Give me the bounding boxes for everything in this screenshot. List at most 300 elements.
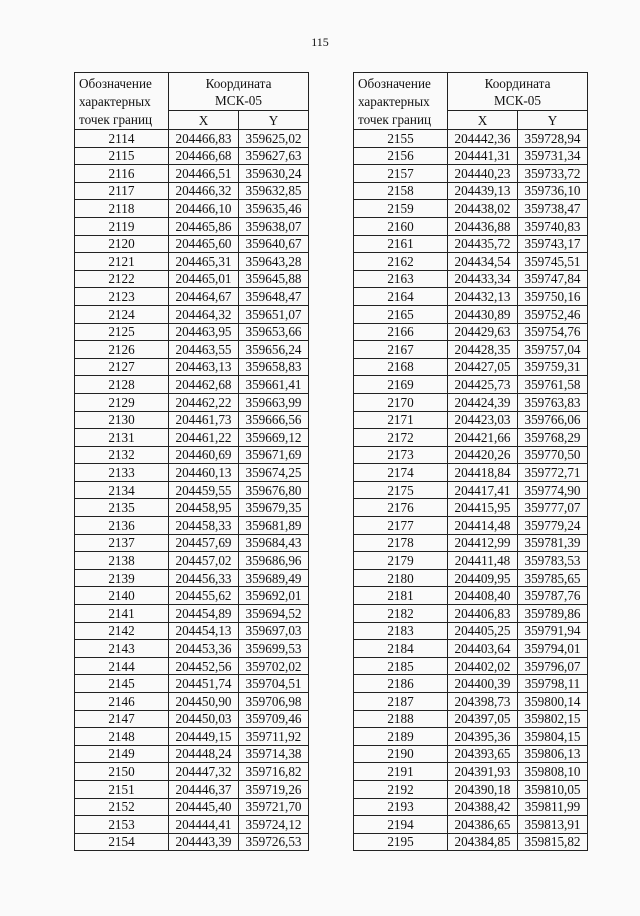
x-coordinate-cell: 204447,32 [169,763,239,781]
point-number-cell: 2161 [354,235,448,253]
table-row [354,816,588,834]
y-coordinate-cell: 359731,34 [518,147,588,165]
point-number-cell: 2172 [354,429,448,447]
y-column-header: Y [518,111,588,130]
x-coordinate-cell: 204462,22 [169,393,239,411]
table-row [75,358,309,376]
y-coordinate-cell: 359785,65 [518,569,588,587]
point-number-cell: 2122 [75,270,169,288]
x-coordinate-cell: 204449,15 [169,728,239,746]
table-row [354,305,588,323]
table-row [354,464,588,482]
table-row [75,235,309,253]
table-row [75,305,309,323]
x-coordinate-cell: 204465,31 [169,253,239,271]
table-row [75,464,309,482]
table-row [354,833,588,851]
table-row [354,341,588,359]
x-coordinate-cell: 204460,13 [169,464,239,482]
x-coordinate-cell: 204433,34 [448,270,518,288]
point-number-cell: 2169 [354,376,448,394]
y-coordinate-cell: 359770,50 [518,446,588,464]
point-number-cell: 2157 [354,165,448,183]
table-row [354,693,588,711]
table-row [75,569,309,587]
table-row [75,710,309,728]
point-number-cell: 2114 [75,130,169,148]
point-number-cell: 2175 [354,481,448,499]
point-number-cell: 2139 [75,569,169,587]
point-number-cell: 2121 [75,253,169,271]
table-row [75,816,309,834]
table-row [75,499,309,517]
y-coordinate-cell: 359798,11 [518,675,588,693]
point-number-cell: 2158 [354,182,448,200]
point-number-cell: 2115 [75,147,169,165]
point-number-cell: 2171 [354,411,448,429]
y-coordinate-cell: 359728,94 [518,130,588,148]
point-number-cell: 2168 [354,358,448,376]
table-row [354,393,588,411]
x-coordinate-cell: 204425,73 [448,376,518,394]
table-row [75,147,309,165]
table-row [75,534,309,552]
x-coordinate-cell: 204466,32 [169,182,239,200]
y-coordinate-cell: 359651,07 [239,305,309,323]
table-header-row [354,73,588,111]
table-row [75,200,309,218]
table-row [354,253,588,271]
table-row [354,165,588,183]
y-coordinate-cell: 359779,24 [518,517,588,535]
point-number-cell: 2167 [354,341,448,359]
point-designation-header: Обозначение характерных точек границ [354,73,448,130]
point-number-cell: 2192 [354,780,448,798]
y-coordinate-cell: 359679,35 [239,499,309,517]
y-coordinate-cell: 359804,15 [518,728,588,746]
point-number-cell: 2118 [75,200,169,218]
point-number-cell: 2128 [75,376,169,394]
x-coordinate-cell: 204409,95 [448,569,518,587]
table-row [354,517,588,535]
y-coordinate-cell: 359689,49 [239,569,309,587]
y-coordinate-cell: 359794,01 [518,640,588,658]
table-row [75,657,309,675]
point-number-cell: 2165 [354,305,448,323]
x-coordinate-cell: 204442,36 [448,130,518,148]
point-number-cell: 2116 [75,165,169,183]
x-coordinate-cell: 204418,84 [448,464,518,482]
y-coordinate-cell: 359802,15 [518,710,588,728]
table-row [75,640,309,658]
point-number-cell: 2143 [75,640,169,658]
x-coordinate-cell: 204414,48 [448,517,518,535]
table-row [354,147,588,165]
table-row [354,481,588,499]
x-coordinate-cell: 204403,64 [448,640,518,658]
point-number-cell: 2184 [354,640,448,658]
y-coordinate-cell: 359796,07 [518,657,588,675]
table-row [75,270,309,288]
y-coordinate-cell: 359787,76 [518,587,588,605]
point-number-cell: 2119 [75,217,169,235]
point-number-cell: 2124 [75,305,169,323]
x-coordinate-cell: 204456,33 [169,569,239,587]
point-number-cell: 2195 [354,833,448,851]
table-row [354,534,588,552]
x-coordinate-cell: 204439,13 [448,182,518,200]
table-row [75,411,309,429]
point-number-cell: 2150 [75,763,169,781]
x-coordinate-cell: 204466,10 [169,200,239,218]
y-column-header: Y [239,111,309,130]
y-coordinate-cell: 359669,12 [239,429,309,447]
y-coordinate-cell: 359721,70 [239,798,309,816]
y-coordinate-cell: 359676,80 [239,481,309,499]
y-coordinate-cell: 359658,83 [239,358,309,376]
x-coordinate-cell: 204408,40 [448,587,518,605]
point-number-cell: 2156 [354,147,448,165]
table-row [354,780,588,798]
y-coordinate-cell: 359681,89 [239,517,309,535]
y-coordinate-cell: 359768,29 [518,429,588,447]
point-number-cell: 2126 [75,341,169,359]
x-coordinate-cell: 204440,23 [448,165,518,183]
point-number-cell: 2185 [354,657,448,675]
y-coordinate-cell: 359772,71 [518,464,588,482]
y-coordinate-cell: 359740,83 [518,217,588,235]
point-number-cell: 2120 [75,235,169,253]
y-coordinate-cell: 359653,66 [239,323,309,341]
x-coordinate-cell: 204417,41 [448,481,518,499]
x-coordinate-cell: 204430,89 [448,305,518,323]
x-coordinate-cell: 204435,72 [448,235,518,253]
y-coordinate-cell: 359694,52 [239,605,309,623]
y-coordinate-cell: 359640,67 [239,235,309,253]
table-row [354,323,588,341]
table-row [354,675,588,693]
x-coordinate-cell: 204428,35 [448,341,518,359]
coordinates-table-left [74,72,309,851]
y-coordinate-cell: 359811,99 [518,798,588,816]
point-number-cell: 2170 [354,393,448,411]
y-coordinate-cell: 359697,03 [239,622,309,640]
point-number-cell: 2162 [354,253,448,271]
y-coordinate-cell: 359692,01 [239,587,309,605]
point-number-cell: 2188 [354,710,448,728]
y-coordinate-cell: 359791,94 [518,622,588,640]
point-number-cell: 2176 [354,499,448,517]
y-coordinate-cell: 359625,02 [239,130,309,148]
x-coordinate-cell: 204458,33 [169,517,239,535]
table-row [354,376,588,394]
point-number-cell: 2177 [354,517,448,535]
table-row [75,323,309,341]
point-number-cell: 2186 [354,675,448,693]
table-row [354,270,588,288]
x-coordinate-cell: 204445,40 [169,798,239,816]
table-row [354,657,588,675]
y-coordinate-cell: 359656,24 [239,341,309,359]
table-row [354,763,588,781]
table-row [75,217,309,235]
table-row [354,798,588,816]
point-number-cell: 2148 [75,728,169,746]
x-coordinate-cell: 204412,99 [448,534,518,552]
table-row [75,780,309,798]
table-row [75,517,309,535]
coordinate-header: Координата МСК-05 [169,73,309,111]
y-coordinate-cell: 359699,53 [239,640,309,658]
y-coordinate-cell: 359815,82 [518,833,588,851]
y-coordinate-cell: 359702,02 [239,657,309,675]
y-coordinate-cell: 359808,10 [518,763,588,781]
y-coordinate-cell: 359754,76 [518,323,588,341]
x-column-header: X [448,111,518,130]
table-row [75,798,309,816]
point-number-cell: 2193 [354,798,448,816]
table-row [75,693,309,711]
coordinates-table-right [353,72,588,851]
y-coordinate-cell: 359736,10 [518,182,588,200]
y-coordinate-cell: 359783,53 [518,552,588,570]
table-row [354,200,588,218]
point-number-cell: 2152 [75,798,169,816]
y-coordinate-cell: 359813,91 [518,816,588,834]
y-coordinate-cell: 359777,07 [518,499,588,517]
x-coordinate-cell: 204461,73 [169,411,239,429]
point-designation-header: Обозначение характерных точек границ [75,73,169,130]
table-row [75,341,309,359]
point-number-cell: 2130 [75,411,169,429]
y-coordinate-cell: 359752,46 [518,305,588,323]
y-coordinate-cell: 359663,99 [239,393,309,411]
x-coordinate-cell: 204463,55 [169,341,239,359]
x-coordinate-cell: 204423,03 [448,411,518,429]
x-coordinate-cell: 204457,69 [169,534,239,552]
y-coordinate-cell: 359716,82 [239,763,309,781]
x-coordinate-cell: 204402,02 [448,657,518,675]
x-coordinate-cell: 204454,89 [169,605,239,623]
point-number-cell: 2173 [354,446,448,464]
x-coordinate-cell: 204434,54 [448,253,518,271]
table-row [75,763,309,781]
point-number-cell: 2178 [354,534,448,552]
table-row [75,675,309,693]
table-row [75,481,309,499]
point-number-cell: 2194 [354,816,448,834]
y-coordinate-cell: 359661,41 [239,376,309,394]
point-number-cell: 2134 [75,481,169,499]
point-number-cell: 2144 [75,657,169,675]
point-number-cell: 2164 [354,288,448,306]
point-number-cell: 2153 [75,816,169,834]
point-number-cell: 2123 [75,288,169,306]
x-coordinate-cell: 204459,55 [169,481,239,499]
point-number-cell: 2142 [75,622,169,640]
point-number-cell: 2163 [354,270,448,288]
y-coordinate-cell: 359627,63 [239,147,309,165]
y-coordinate-cell: 359726,53 [239,833,309,851]
y-coordinate-cell: 359645,88 [239,270,309,288]
x-coordinate-cell: 204466,83 [169,130,239,148]
y-coordinate-cell: 359738,47 [518,200,588,218]
y-coordinate-cell: 359643,28 [239,253,309,271]
table-row [75,587,309,605]
y-coordinate-cell: 359763,83 [518,393,588,411]
y-coordinate-cell: 359630,24 [239,165,309,183]
x-coordinate-cell: 204458,95 [169,499,239,517]
x-coordinate-cell: 204441,31 [448,147,518,165]
table-row [354,288,588,306]
x-coordinate-cell: 204406,83 [448,605,518,623]
point-number-cell: 2181 [354,587,448,605]
x-coordinate-cell: 204429,63 [448,323,518,341]
table-row [354,429,588,447]
x-coordinate-cell: 204432,13 [448,288,518,306]
point-number-cell: 2179 [354,552,448,570]
table-row [354,411,588,429]
table-row [75,288,309,306]
y-coordinate-cell: 359632,85 [239,182,309,200]
y-coordinate-cell: 359781,39 [518,534,588,552]
x-coordinate-cell: 204395,36 [448,728,518,746]
x-coordinate-cell: 204465,01 [169,270,239,288]
y-coordinate-cell: 359671,69 [239,446,309,464]
x-coordinate-cell: 204463,95 [169,323,239,341]
x-coordinate-cell: 204391,93 [448,763,518,781]
x-coordinate-cell: 204397,05 [448,710,518,728]
table-row [354,182,588,200]
x-coordinate-cell: 204420,26 [448,446,518,464]
point-number-cell: 2191 [354,763,448,781]
x-coordinate-cell: 204464,32 [169,305,239,323]
table-row [75,833,309,851]
table-row [75,728,309,746]
point-number-cell: 2151 [75,780,169,798]
y-coordinate-cell: 359750,16 [518,288,588,306]
table-body-left [75,130,309,851]
point-number-cell: 2155 [354,130,448,148]
x-coordinate-cell: 204466,51 [169,165,239,183]
y-coordinate-cell: 359648,47 [239,288,309,306]
y-coordinate-cell: 359724,12 [239,816,309,834]
point-number-cell: 2182 [354,605,448,623]
x-coordinate-cell: 204466,68 [169,147,239,165]
y-coordinate-cell: 359745,51 [518,253,588,271]
table-row [354,569,588,587]
point-number-cell: 2129 [75,393,169,411]
x-coordinate-cell: 204460,69 [169,446,239,464]
point-number-cell: 2127 [75,358,169,376]
y-coordinate-cell: 359666,56 [239,411,309,429]
y-coordinate-cell: 359743,17 [518,235,588,253]
x-coordinate-cell: 204436,88 [448,217,518,235]
x-coordinate-cell: 204427,05 [448,358,518,376]
table-row [354,552,588,570]
point-number-cell: 2166 [354,323,448,341]
x-coordinate-cell: 204424,39 [448,393,518,411]
point-number-cell: 2131 [75,429,169,447]
table-row [354,235,588,253]
x-coordinate-cell: 204450,03 [169,710,239,728]
x-coordinate-cell: 204463,13 [169,358,239,376]
x-coordinate-cell: 204421,66 [448,429,518,447]
table-row [75,182,309,200]
x-coordinate-cell: 204465,86 [169,217,239,235]
point-number-cell: 2141 [75,605,169,623]
table-body-right [354,130,588,851]
point-number-cell: 2190 [354,745,448,763]
y-coordinate-cell: 359635,46 [239,200,309,218]
x-coordinate-cell: 204451,74 [169,675,239,693]
x-coordinate-cell: 204462,68 [169,376,239,394]
point-number-cell: 2180 [354,569,448,587]
table-row [75,552,309,570]
coordinate-header: Координата МСК-05 [448,73,588,111]
point-number-cell: 2159 [354,200,448,218]
table-row [354,745,588,763]
y-coordinate-cell: 359709,46 [239,710,309,728]
point-number-cell: 2140 [75,587,169,605]
point-number-cell: 2136 [75,517,169,535]
point-number-cell: 2174 [354,464,448,482]
x-coordinate-cell: 204453,36 [169,640,239,658]
y-coordinate-cell: 359706,98 [239,693,309,711]
point-number-cell: 2132 [75,446,169,464]
table-row [354,587,588,605]
table-row [75,429,309,447]
y-coordinate-cell: 359733,72 [518,165,588,183]
point-number-cell: 2189 [354,728,448,746]
point-number-cell: 2146 [75,693,169,711]
y-coordinate-cell: 359761,58 [518,376,588,394]
x-coordinate-cell: 204461,22 [169,429,239,447]
y-coordinate-cell: 359674,25 [239,464,309,482]
x-coordinate-cell: 204411,48 [448,552,518,570]
table-row [75,253,309,271]
table-header-row [75,73,309,111]
x-coordinate-cell: 204450,90 [169,693,239,711]
point-number-cell: 2117 [75,182,169,200]
table-row [75,446,309,464]
x-coordinate-cell: 204464,67 [169,288,239,306]
x-coordinate-cell: 204438,02 [448,200,518,218]
point-number-cell: 2125 [75,323,169,341]
table-row [354,499,588,517]
table-row [75,130,309,148]
point-number-cell: 2133 [75,464,169,482]
x-coordinate-cell: 204448,24 [169,745,239,763]
table-row [354,728,588,746]
table-row [354,130,588,148]
x-coordinate-cell: 204415,95 [448,499,518,517]
table-row [354,605,588,623]
y-coordinate-cell: 359759,31 [518,358,588,376]
y-coordinate-cell: 359686,96 [239,552,309,570]
y-coordinate-cell: 359638,07 [239,217,309,235]
y-coordinate-cell: 359800,14 [518,693,588,711]
x-coordinate-cell: 204457,02 [169,552,239,570]
table-row [354,622,588,640]
point-number-cell: 2147 [75,710,169,728]
x-coordinate-cell: 204405,25 [448,622,518,640]
y-coordinate-cell: 359714,38 [239,745,309,763]
point-number-cell: 2187 [354,693,448,711]
x-coordinate-cell: 204386,65 [448,816,518,834]
table-row [75,165,309,183]
x-coordinate-cell: 204443,39 [169,833,239,851]
